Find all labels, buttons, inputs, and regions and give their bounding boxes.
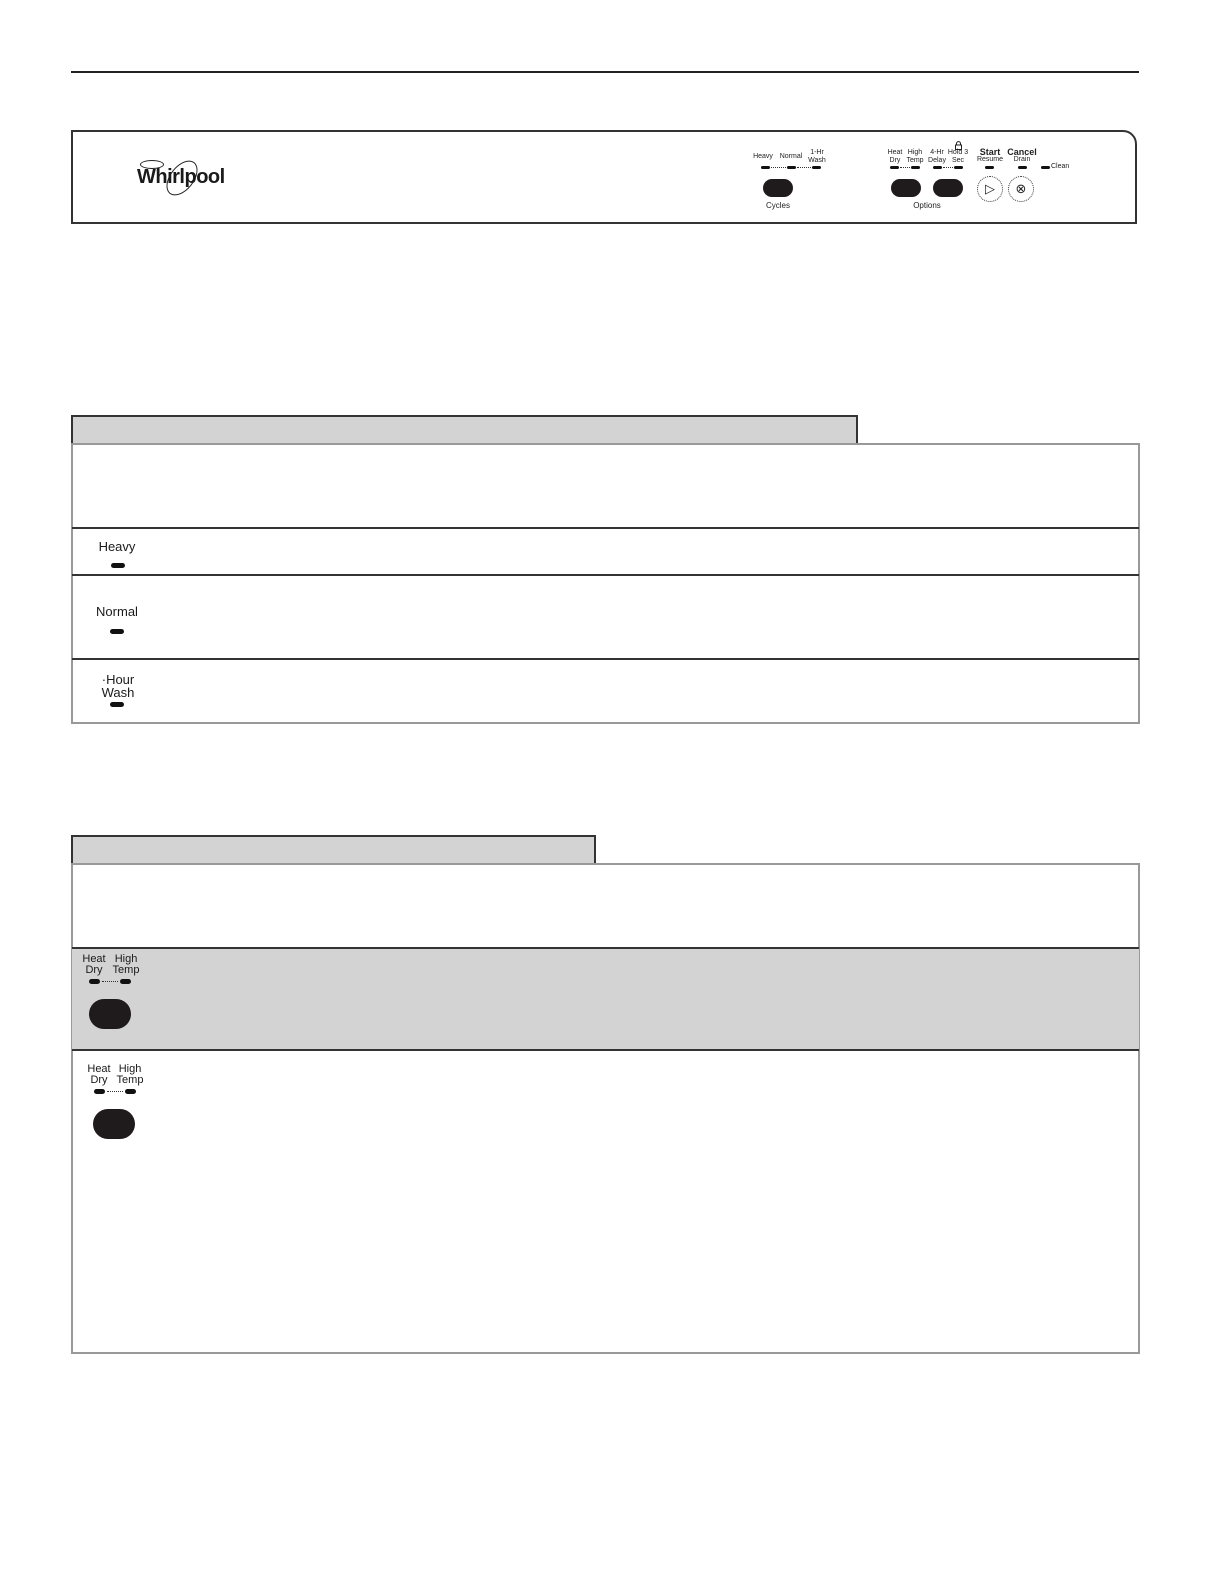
led-dots bbox=[102, 981, 118, 982]
led-normal bbox=[787, 166, 796, 169]
resume-label: Resume bbox=[976, 156, 1004, 163]
cancel-button[interactable] bbox=[1008, 176, 1034, 202]
cancel-label: Cancel bbox=[1007, 147, 1037, 157]
led-dots bbox=[943, 167, 953, 168]
led-high-temp bbox=[911, 166, 920, 169]
options-table-header bbox=[71, 835, 596, 865]
brand-logo: Whirlpool bbox=[137, 166, 225, 188]
led-heavy-indicator bbox=[111, 563, 125, 568]
led-high-temp-indicator bbox=[120, 979, 131, 984]
cycle-label-wash: Wash bbox=[101, 685, 135, 700]
led-heat-dry-indicator bbox=[94, 1089, 105, 1094]
option-label-dry: Dry bbox=[90, 1074, 108, 1086]
led-label-heavy: Heavy bbox=[753, 153, 773, 160]
cycle-label-hour: ·Hour bbox=[101, 672, 135, 687]
led-dots bbox=[771, 167, 786, 168]
led-cancel bbox=[1018, 166, 1027, 169]
shaded-row bbox=[72, 949, 1139, 1049]
option-button-delay[interactable] bbox=[933, 179, 963, 197]
option-button-heat-dry[interactable] bbox=[891, 179, 921, 197]
cycle-label-heavy: Heavy bbox=[98, 539, 136, 554]
led-label-heat-dry: Heat Dry bbox=[887, 149, 903, 164]
clean-label: Clean bbox=[1051, 163, 1070, 170]
cycles-table bbox=[71, 443, 1140, 724]
led-label-1hr-wash: 1-Hr Wash bbox=[808, 149, 826, 164]
cycles-table-header bbox=[71, 415, 858, 445]
led-heavy bbox=[761, 166, 770, 169]
led-start bbox=[985, 166, 994, 169]
led-label-hold-3-sec: Hold 3 Sec bbox=[947, 149, 969, 164]
row-divider bbox=[72, 1049, 1139, 1051]
led-heat-dry-indicator bbox=[89, 979, 100, 984]
led-clean bbox=[1041, 166, 1050, 169]
lock-icon bbox=[954, 137, 963, 146]
cycles-label: Cycles bbox=[765, 201, 790, 210]
options-table bbox=[71, 863, 1140, 1354]
start-button[interactable] bbox=[977, 176, 1003, 202]
option-label-high: High bbox=[118, 1063, 142, 1075]
led-hold-3-sec bbox=[954, 166, 963, 169]
led-1hr-wash bbox=[812, 166, 821, 169]
led-heat-dry bbox=[890, 166, 899, 169]
option-label-temp: Temp bbox=[116, 1074, 144, 1086]
cycle-label-normal: Normal bbox=[96, 604, 138, 619]
led-dots bbox=[900, 167, 910, 168]
led-1hour-indicator bbox=[110, 702, 124, 707]
led-4hr-delay bbox=[933, 166, 942, 169]
option-label-heat: Heat bbox=[87, 1063, 111, 1075]
row-divider bbox=[72, 658, 1139, 660]
led-dots bbox=[107, 1091, 123, 1092]
led-dots bbox=[797, 167, 811, 168]
option-label-heat: Heat bbox=[82, 953, 106, 965]
control-panel bbox=[71, 130, 1137, 224]
start-label: Start bbox=[979, 147, 1001, 157]
led-high-temp-indicator bbox=[125, 1089, 136, 1094]
option-label-temp: Temp bbox=[112, 964, 140, 976]
led-label-normal: Normal bbox=[779, 153, 803, 160]
option-button-illustration bbox=[89, 999, 131, 1029]
row-divider bbox=[72, 574, 1139, 576]
drain-label: Drain bbox=[1013, 156, 1031, 163]
option-button-illustration bbox=[93, 1109, 135, 1139]
led-normal-indicator bbox=[110, 629, 124, 634]
led-label-4hr-delay: 4-Hr Delay bbox=[928, 149, 946, 164]
cycles-button[interactable] bbox=[763, 179, 793, 197]
led-label-high-temp: High Temp bbox=[906, 149, 924, 164]
option-label-dry: Dry bbox=[85, 964, 103, 976]
top-rule bbox=[71, 71, 1139, 73]
options-label: Options bbox=[913, 201, 941, 210]
cancel-x-icon: ⊗ bbox=[1015, 181, 1027, 196]
play-icon: ▷ bbox=[985, 181, 995, 196]
option-label-high: High bbox=[114, 953, 138, 965]
row-divider bbox=[72, 527, 1139, 529]
